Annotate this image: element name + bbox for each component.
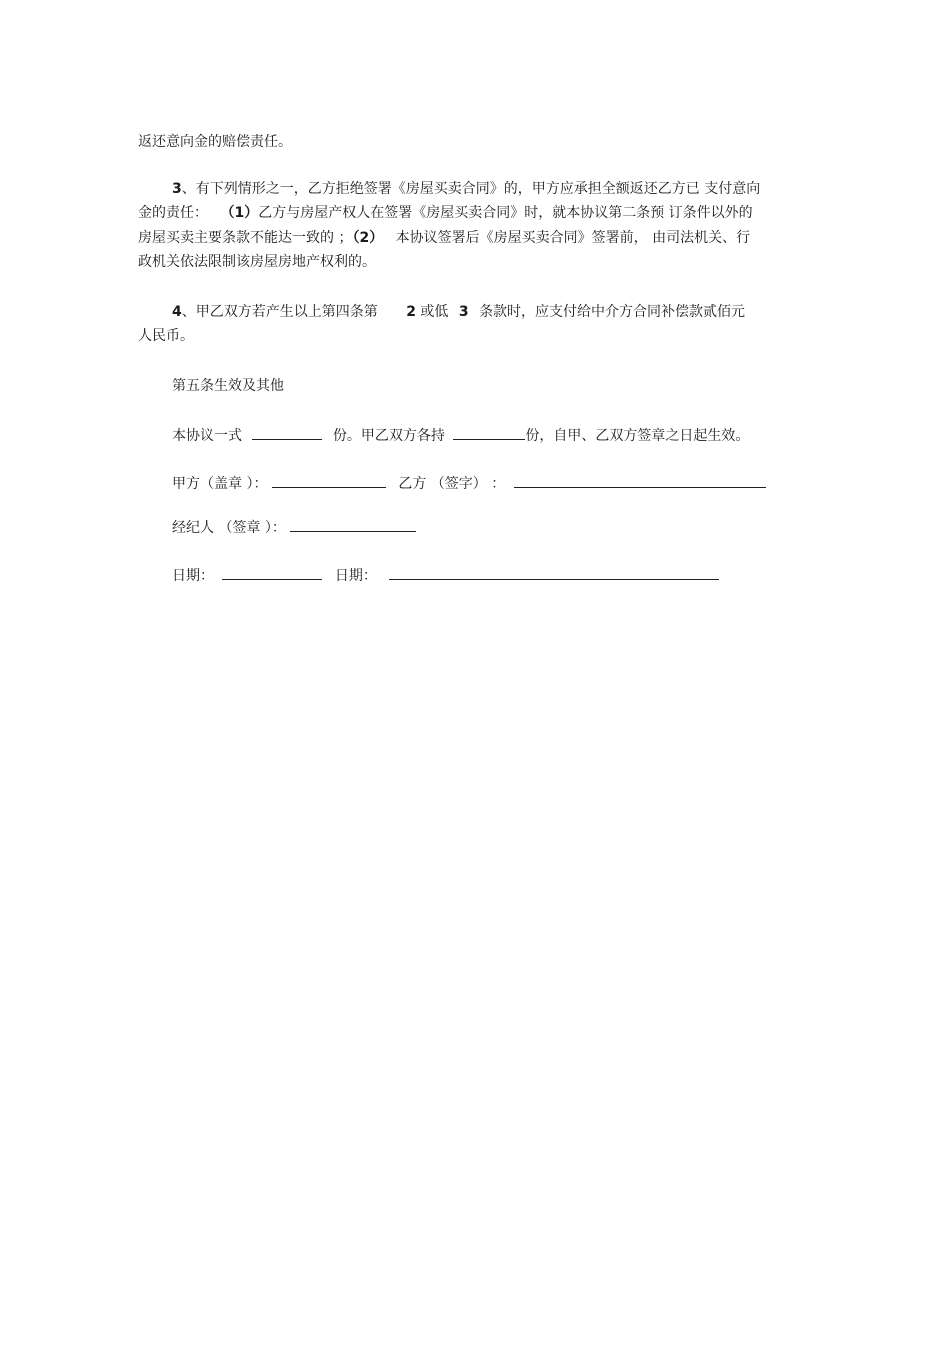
party-a-seal-field[interactable] <box>272 473 386 488</box>
paragraph-2-tail-text: 返还意向金的赔偿责任。 <box>138 134 292 150</box>
agent-label: 经纪人 （签章 ）： <box>172 520 286 536</box>
paragraph-3-line-2a: 金的责任： <box>138 205 208 221</box>
section-5-heading-text: 第五条生效及其他 <box>172 378 284 394</box>
copies-text-a: 本协议一式 <box>172 428 242 444</box>
paragraph-4-line-2 <box>138 326 194 346</box>
paragraph-4-text-a: 、甲乙双方若产生以上第四条第 <box>181 304 378 320</box>
paragraph-3-line-1 <box>172 179 760 199</box>
clause-number-3: 3 <box>458 304 469 320</box>
clause-number-2: 2 <box>406 304 416 320</box>
clause-2-marker: （2） <box>352 230 384 246</box>
copies-line <box>172 425 749 445</box>
agent-seal-field[interactable] <box>290 517 416 532</box>
paragraph-3-line-4 <box>138 252 376 272</box>
paragraph-3-line-3c: 本协议签署后《房屋买卖合同》签署前， 由司法机关、行 <box>395 230 751 246</box>
paragraph-2-tail <box>138 132 292 152</box>
copies-each-field[interactable] <box>453 425 525 440</box>
copies-total-field[interactable] <box>252 425 322 440</box>
paragraph-3-line-3a: 房屋买卖主要条款不能达一致的 ； <box>138 230 353 246</box>
date-field-2[interactable] <box>389 565 719 580</box>
date-label-1: 日期： <box>172 568 214 584</box>
paragraph-3-line-2 <box>138 203 753 223</box>
paragraph-4-line-1 <box>172 302 745 322</box>
paragraph-3-line-3 <box>138 228 750 248</box>
agent-signature-line <box>172 517 416 537</box>
clause-1-marker: （1） <box>220 205 259 221</box>
party-b-label: 乙方 （签字） ： <box>398 476 506 492</box>
party-a-label: 甲方（盖章 ）： <box>172 476 268 492</box>
paragraph-4-line-2-text: 人民币。 <box>138 328 194 344</box>
section-5-heading <box>172 376 284 396</box>
copies-text-c: 份，自甲、乙双方签章之日起生效。 <box>525 428 750 444</box>
paragraph-3-line-4-text: 政机关依法限制该房屋房地产权利的。 <box>138 254 376 270</box>
party-b-signature-field[interactable] <box>514 473 766 488</box>
paragraph-3-line-2c: 乙方与房屋产权人在签署《房屋买卖合同》时，就本协议第二条预 订条件以外的 <box>258 205 753 221</box>
paragraph-4-text-c: 条款时，应支付给中介方合同补偿款贰佰元 <box>479 304 746 320</box>
paragraph-3-line-1-text: 、有下列情形之一，乙方拒绝签署《房屋买卖合同》的，甲方应承担全额返还乙方已 支付意向 <box>181 181 761 197</box>
paragraph-4-text-b: 或低 <box>420 304 449 320</box>
date-line <box>172 565 719 585</box>
party-signature-line <box>172 473 766 493</box>
paragraph-4-number: 4 <box>172 304 182 320</box>
date-field-1[interactable] <box>222 565 322 580</box>
paragraph-3-number: 3 <box>172 181 182 197</box>
copies-text-b: 份。甲乙双方各持 <box>332 428 445 444</box>
date-label-2: 日期： <box>334 568 377 584</box>
